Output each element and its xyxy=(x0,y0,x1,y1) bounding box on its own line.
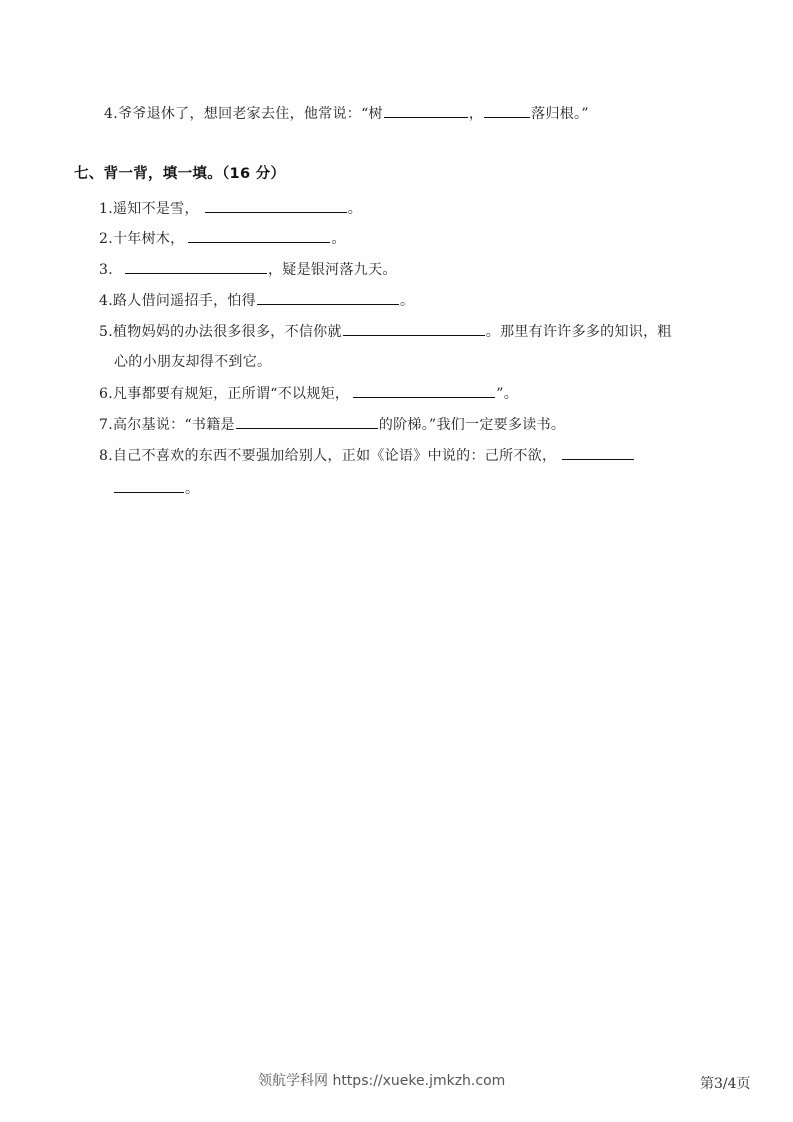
item-number: 1. xyxy=(99,201,113,217)
item-text-after: 。 xyxy=(331,231,346,247)
answer-blank[interactable] xyxy=(236,414,378,429)
answer-blank[interactable] xyxy=(562,445,634,460)
item-text: 植物妈妈的办法很多很多，不信你就 xyxy=(112,324,342,340)
fill-item-6 xyxy=(99,383,518,404)
item-text-after: ，疑是银河落九天。 xyxy=(267,262,397,278)
fill-item-5-continuation: 心的小朋友却得不到它。 xyxy=(114,354,272,370)
fill-item-4 xyxy=(99,290,414,311)
item-text: 爷爷退休了，想回老家去住，他常说：“树 xyxy=(117,106,383,122)
item-number: 3. xyxy=(99,262,113,278)
fill-item-8 xyxy=(99,445,635,466)
item-number: 8. xyxy=(99,448,113,464)
answer-blank[interactable] xyxy=(484,103,530,118)
item-text-after: 的阶梯。”我们一定要多读书。 xyxy=(378,417,566,433)
item-text-after: ”。 xyxy=(496,386,518,402)
separator: ， xyxy=(468,106,484,122)
answer-blank[interactable] xyxy=(384,103,468,118)
item-text-after: 。 xyxy=(347,201,363,217)
fill-item-5 xyxy=(99,321,672,342)
item-text: 自己不喜欢的东西不要强加给别人，正如《论语》中说的：己所不欲， xyxy=(112,448,557,464)
fill-item-top-4 xyxy=(104,103,589,124)
answer-blank[interactable] xyxy=(257,290,399,305)
answer-blank[interactable] xyxy=(353,383,495,398)
item-text: 高尔基说：“书籍是 xyxy=(112,417,235,433)
fill-item-3 xyxy=(99,259,397,280)
item-text: 路人借问遥招手，怕得 xyxy=(112,293,256,309)
answer-blank[interactable] xyxy=(125,259,267,274)
item-text: 遥知不是雪， xyxy=(112,201,199,217)
answer-blank[interactable] xyxy=(114,478,184,493)
fill-item-7 xyxy=(99,414,565,435)
fill-item-8-continuation xyxy=(113,478,199,499)
fill-item-2 xyxy=(99,228,346,249)
item-number: 6. xyxy=(99,386,113,402)
item-number: 5. xyxy=(99,324,113,340)
section-heading: 七、背一背，填一填。（16 分） xyxy=(74,166,286,182)
item-text: 凡事都要有规矩，正所谓“不以规矩， xyxy=(112,386,350,402)
item-number: 2. xyxy=(99,231,113,247)
item-number: 4. xyxy=(104,106,118,122)
answer-blank[interactable] xyxy=(343,321,485,336)
footer-site-watermark: 领航学科网 https://xueke.jmkzh.com xyxy=(258,1073,506,1089)
item-text: 十年树木， xyxy=(112,231,185,247)
item-text-after: 。 xyxy=(399,293,415,309)
fill-item-1 xyxy=(99,198,362,219)
answer-blank[interactable] xyxy=(205,198,347,213)
item-number: 4. xyxy=(99,293,113,309)
answer-blank[interactable] xyxy=(188,228,330,243)
item-text-after: 。那里有许许多多的知识，粗 xyxy=(485,324,672,340)
page-number: 第3/4页 xyxy=(700,1076,751,1092)
item-text-after: 落归根。” xyxy=(531,106,589,122)
item-text-after: 。 xyxy=(185,481,200,497)
item-number: 7. xyxy=(99,417,113,433)
